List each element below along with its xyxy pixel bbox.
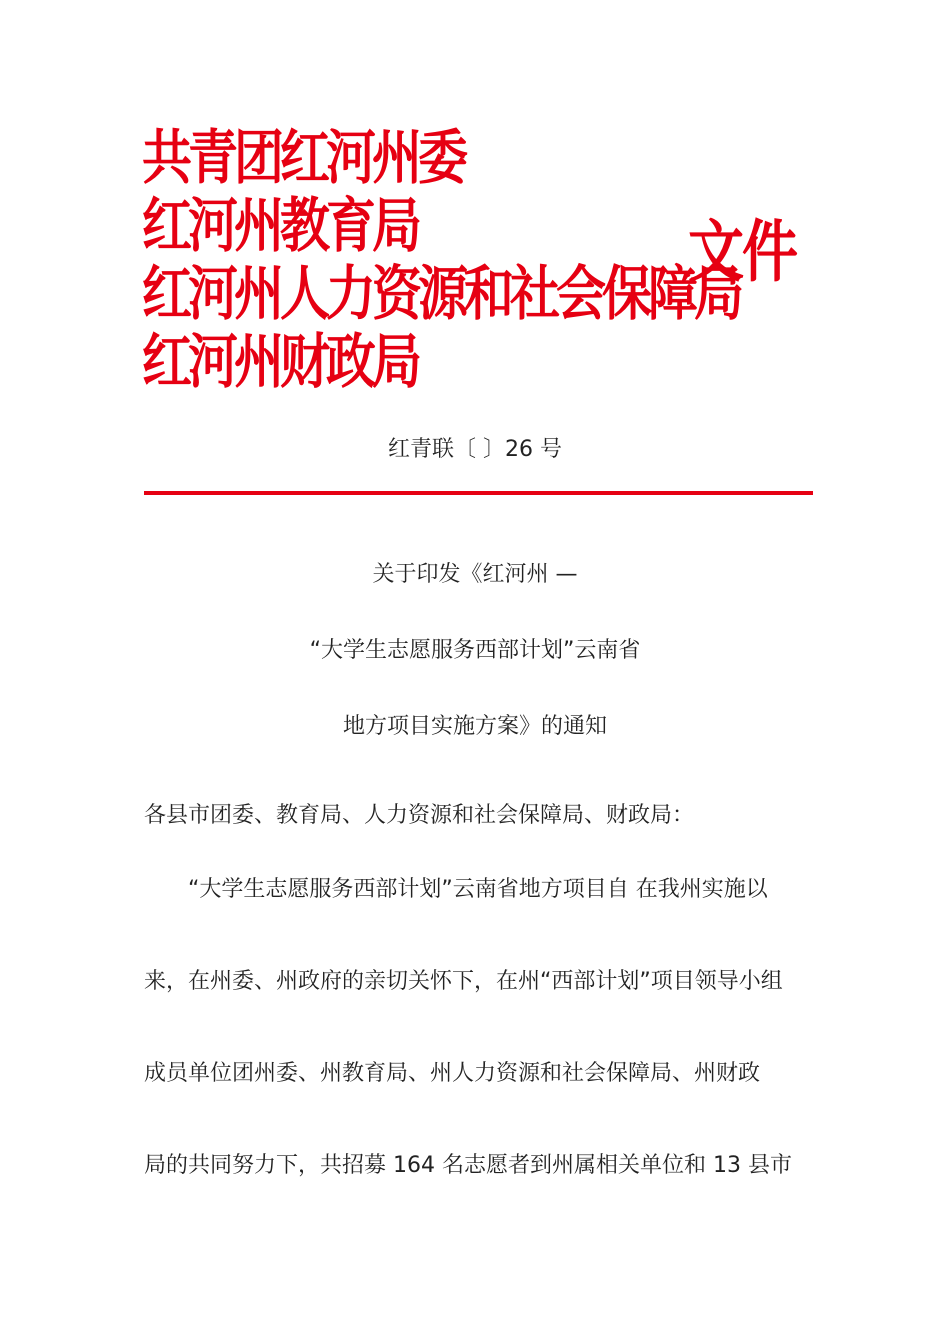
body-line-2: 来，在州委、州政府的亲切关怀下，在州“西部计划”项目领导小组	[144, 969, 783, 994]
issuing-organizations	[142, 122, 740, 397]
body-paragraph	[144, 870, 814, 1238]
issuer-education-bureau: 红河州教育局	[142, 190, 418, 261]
notice-title	[0, 556, 950, 784]
red-divider-line	[144, 491, 813, 495]
notice-title-line-1: 关于印发《红河州 —	[372, 562, 578, 587]
issuer-youth-league: 共青团红河州委	[142, 122, 464, 193]
issuer-human-resources-bureau: 红河州人力资源和社会保障局	[142, 258, 740, 329]
body-line-4: 局的共同努力下，共招募 164 名志愿者到州属相关单位和 13 县市	[144, 1153, 792, 1178]
document-type-label: 文件	[688, 212, 796, 292]
notice-title-line-2: “大学生志愿服务西部计划”云南省	[309, 638, 641, 663]
issuer-finance-bureau: 红河州财政局	[142, 326, 418, 397]
addressee-line: 各县市团委、教育局、人力资源和社会保障局、财政局：	[144, 803, 695, 828]
notice-title-line-3: 地方项目实施方案》的通知	[342, 714, 607, 739]
body-line-1: “大学生志愿服务西部计划”云南省地方项目自 在我州实施以	[188, 877, 768, 902]
document-number: 红青联〔 〕26 号	[388, 437, 562, 462]
body-line-3: 成员单位团州委、州教育局、州人力资源和社会保障局、州财政	[144, 1061, 761, 1086]
